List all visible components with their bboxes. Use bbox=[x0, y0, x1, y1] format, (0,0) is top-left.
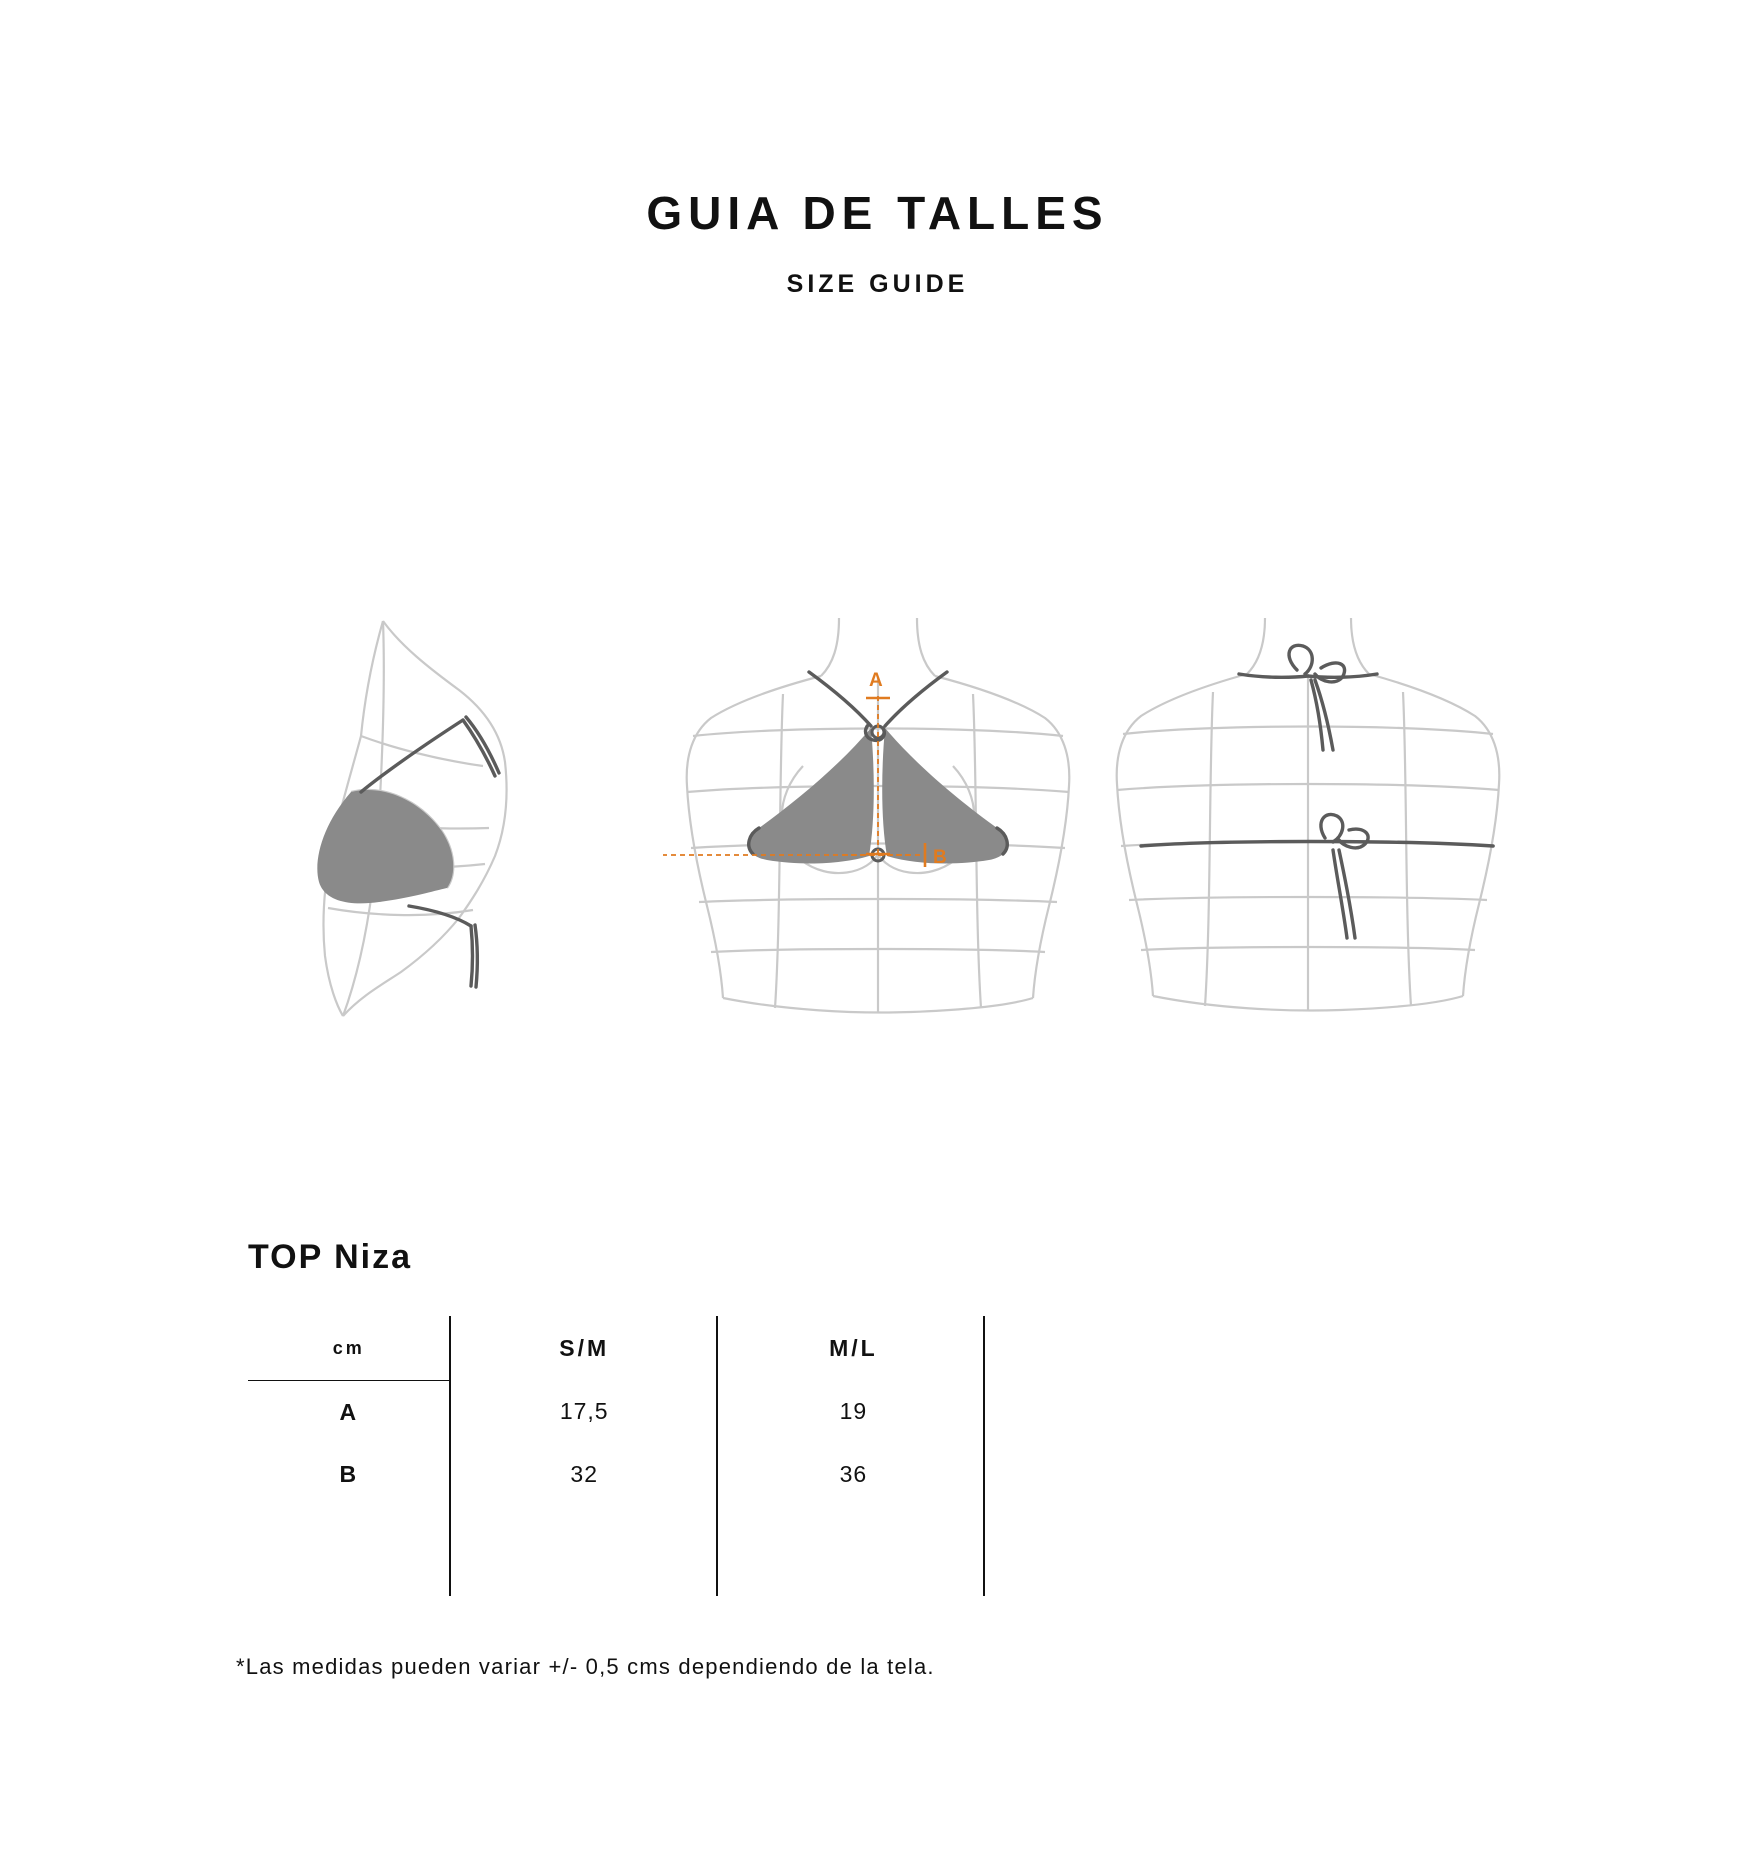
table-divider bbox=[983, 1316, 985, 1596]
size-table bbox=[248, 1316, 988, 1565]
table-row bbox=[248, 1443, 988, 1505]
row-label-b: B bbox=[339, 1460, 359, 1487]
page-subtitle: SIZE GUIDE bbox=[786, 270, 969, 298]
product-name: TOP Niza bbox=[248, 1238, 413, 1276]
figure-side-view bbox=[233, 616, 663, 1036]
back-view-band-tie bbox=[1141, 814, 1493, 938]
figure-front-view bbox=[663, 616, 1093, 1036]
figure-group bbox=[0, 616, 1755, 1036]
page-title: GUIA DE TALLES bbox=[646, 187, 1109, 239]
table-row bbox=[248, 1381, 988, 1444]
cell-b-ml: 36 bbox=[839, 1460, 868, 1487]
table-divider bbox=[449, 1316, 451, 1596]
size-guide-page bbox=[0, 186, 1755, 1853]
unit-label: cm bbox=[248, 1316, 450, 1381]
measure-a-label: A bbox=[868, 670, 883, 691]
measure-b-label: B bbox=[932, 847, 947, 868]
garment-left-cup bbox=[748, 728, 873, 863]
cell-a-ml: 19 bbox=[839, 1398, 868, 1425]
column-header-sm: S/M bbox=[559, 1334, 610, 1361]
figure-back-view bbox=[1093, 616, 1523, 1036]
column-header-ml: M/L bbox=[829, 1334, 878, 1361]
garment-right-cup bbox=[882, 728, 1007, 863]
row-label-a: A bbox=[339, 1398, 359, 1425]
table-header-row bbox=[248, 1316, 988, 1381]
table-divider bbox=[716, 1316, 718, 1596]
cell-a-sm: 17,5 bbox=[559, 1398, 609, 1425]
garment-shape bbox=[317, 790, 453, 903]
footnote: *Las medidas pueden variar +/- 0,5 cms dependiendo de la tela. bbox=[236, 1654, 935, 1679]
cell-b-sm: 32 bbox=[570, 1460, 598, 1487]
